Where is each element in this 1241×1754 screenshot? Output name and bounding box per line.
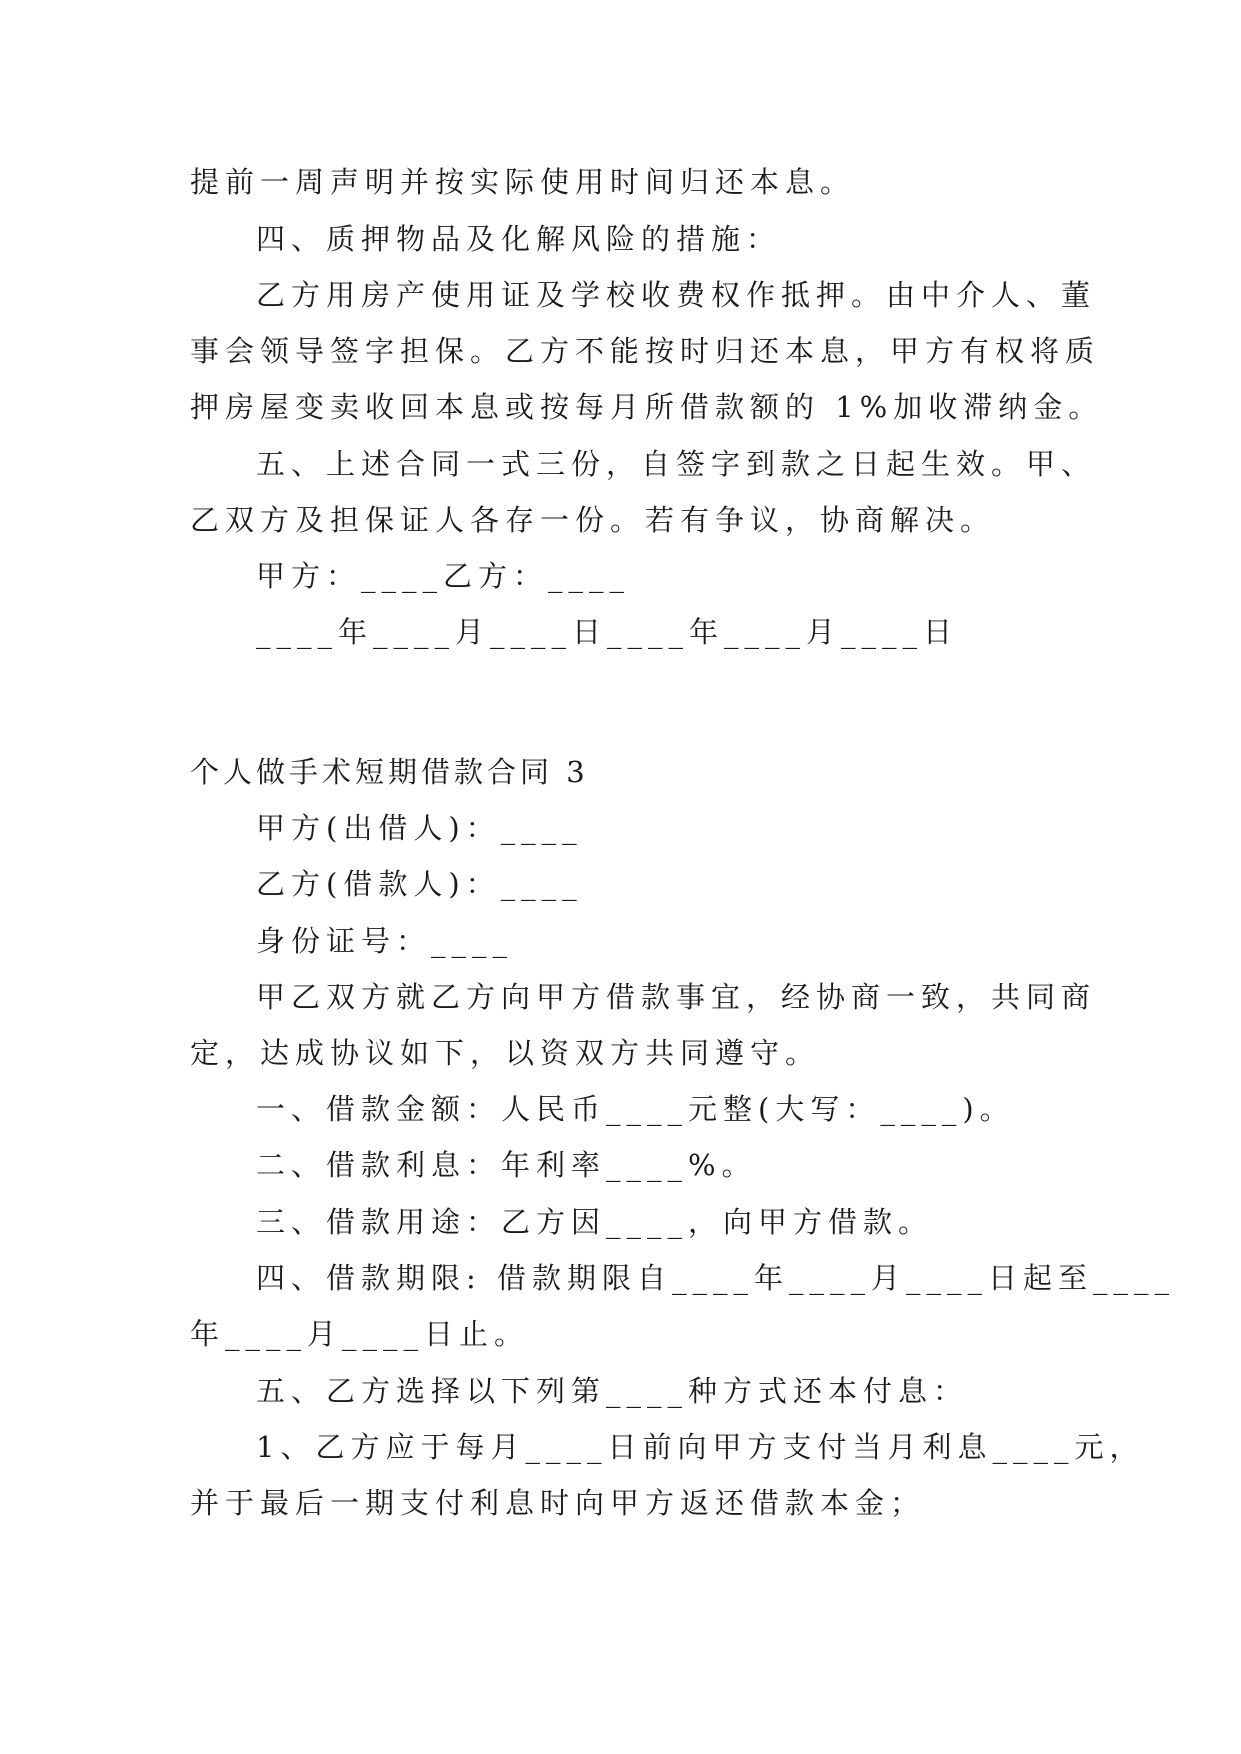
borrower-field: 乙方(借款人)：____ bbox=[256, 867, 583, 901]
signature-parties-line: 甲方：____乙方：____ bbox=[256, 559, 631, 593]
body-text-line: 五、上述合同一式三份，自签字到款之日起生效。甲、 bbox=[256, 447, 1097, 481]
contract-title: 个人做手术短期借款合同 3 bbox=[190, 755, 589, 789]
clause-loan-amount: 一、借款金额：人民币____元整(大写：____)。 bbox=[256, 1092, 1015, 1126]
body-text-line: 事会领导签字担保。乙方不能按时归还本息，甲方有权将质 bbox=[190, 334, 1101, 368]
clause-interest: 二、借款利息：年利率____%。 bbox=[256, 1148, 757, 1182]
signature-date-line: ____年____月____日____年____月____日 bbox=[256, 615, 959, 649]
body-text-line: 并于最后一期支付利息时向甲方返还借款本金； bbox=[190, 1486, 926, 1520]
body-text-line: 押房屋变卖收回本息或按每月所借款额的 1%加收滞纳金。 bbox=[190, 390, 1104, 424]
body-text-line: 年____月____日止。 bbox=[190, 1317, 530, 1351]
lender-field: 甲方(出借人)：____ bbox=[256, 811, 583, 845]
clause-repayment: 五、乙方选择以下列第____种方式还本付息： bbox=[256, 1374, 969, 1408]
body-text-line: 乙方用房产使用证及学校收费权作抵押。由中介人、董 bbox=[256, 278, 1097, 312]
repayment-option-1: 1、乙方应于每月____日前向甲方支付当月利息____元， bbox=[256, 1430, 1145, 1464]
clause-term: 四、借款期限: 借款期限自____年____月____日起至____ bbox=[256, 1261, 1175, 1295]
clause-purpose: 三、借款用途：乙方因____，向甲方借款。 bbox=[256, 1205, 934, 1239]
body-text-line: 定，达成协议如下，以资双方共同遵守。 bbox=[190, 1036, 821, 1070]
id-number-field: 身份证号：____ bbox=[256, 924, 514, 958]
section-heading-pledge: 四、质押物品及化解风险的措施： bbox=[256, 222, 782, 256]
body-text-line: 乙双方及担保证人各存一份。若有争议，协商解决。 bbox=[190, 503, 996, 537]
body-text-line: 提前一周声明并按实际使用时间归还本息。 bbox=[190, 165, 856, 199]
body-text-line: 甲乙双方就乙方向甲方借款事宜，经协商一致，共同商 bbox=[256, 980, 1097, 1014]
